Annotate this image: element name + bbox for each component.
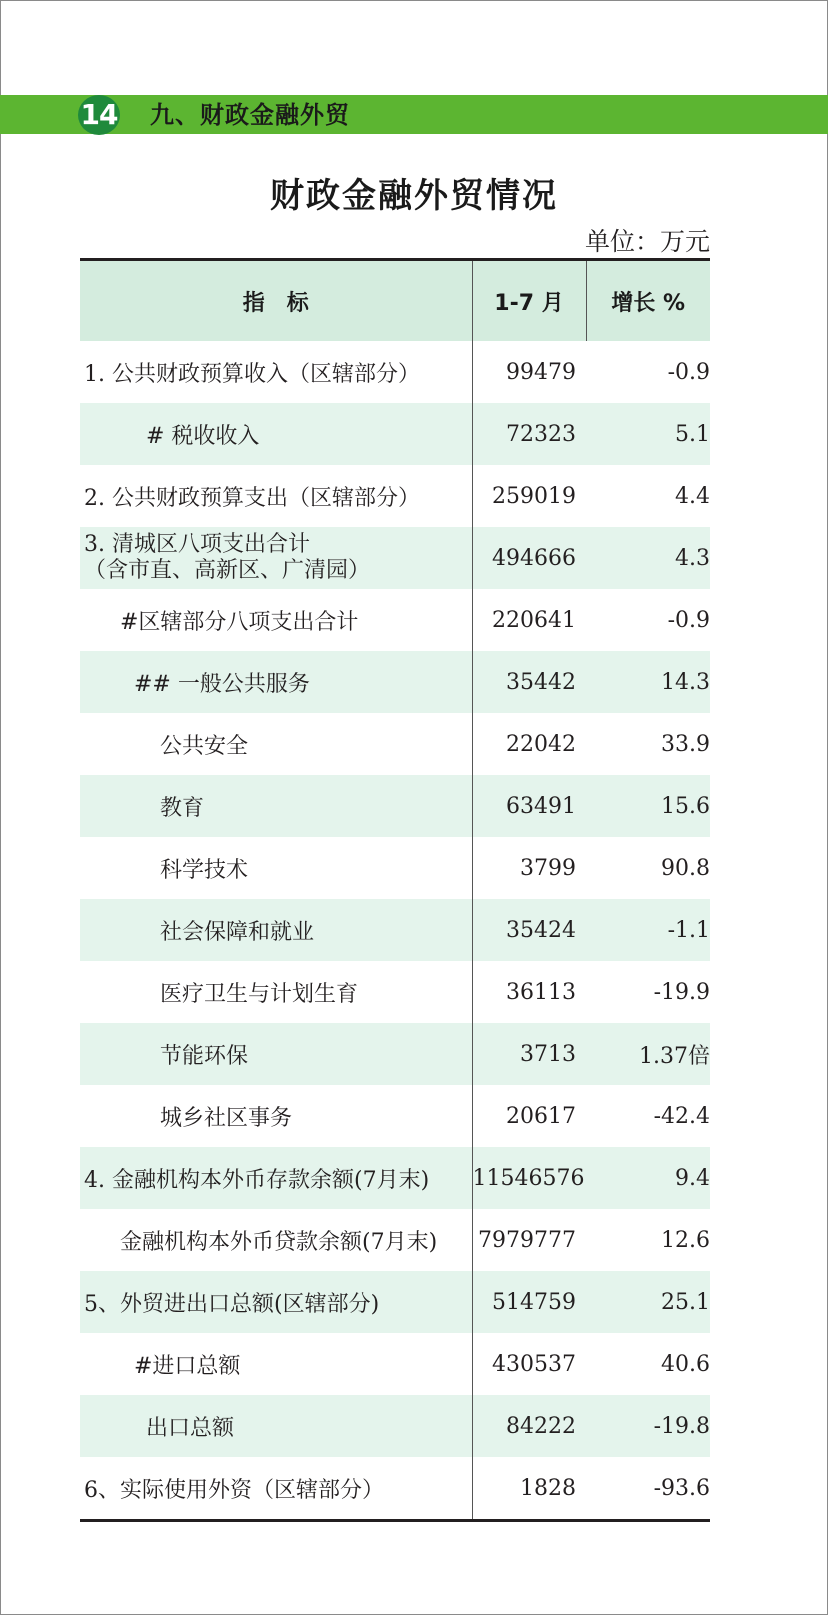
row-growth: 15.6: [586, 775, 710, 837]
row-value: 20617: [506, 1103, 576, 1129]
table-row: [80, 651, 710, 713]
row-growth: -19.8: [586, 1395, 710, 1457]
row-value: 99479: [506, 359, 576, 385]
row-value: 63491: [472, 775, 586, 837]
row-label: 节能环保: [80, 1023, 472, 1085]
row-label: 金融机构本外币贷款余额(7月末): [80, 1209, 472, 1271]
table-row: [80, 1209, 710, 1271]
row-growth: 9.4: [586, 1147, 710, 1209]
row-growth: 4.3: [586, 527, 710, 589]
row-value: 494666: [472, 527, 586, 589]
row-label: 科学技术: [80, 837, 472, 899]
row-growth: 14.3: [586, 651, 710, 713]
row-value: 220641: [492, 607, 576, 633]
row-value: 72323: [472, 403, 586, 465]
page-number-badge: 14: [78, 95, 120, 135]
row-value: 259019: [492, 483, 576, 509]
row-growth: 1.37倍: [586, 1023, 710, 1085]
row-label: 公共安全: [80, 713, 472, 775]
row-growth: 40.6: [661, 1351, 710, 1377]
table-row: [80, 1271, 710, 1333]
table-row: [80, 1085, 710, 1147]
section-bar: [0, 95, 828, 134]
row-label: 教育: [80, 775, 472, 837]
row-growth: -19.9: [653, 979, 710, 1005]
row-value: 84222: [472, 1395, 586, 1457]
row-label: 1. 公共财政预算收入（区辖部分）: [80, 341, 472, 403]
row-label: 2. 公共财政预算支出（区辖部分）: [80, 465, 472, 527]
row-value: 1828: [520, 1475, 576, 1501]
page-title: 财政金融外贸情况: [270, 176, 558, 216]
section-title: 九、财政金融外贸: [150, 101, 350, 129]
row-growth: 4.4: [675, 483, 710, 509]
row-growth: 33.9: [661, 731, 710, 757]
row-growth: -1.1: [586, 899, 710, 961]
table-row: [80, 341, 710, 403]
row-growth: -0.9: [667, 359, 710, 385]
row-label: # 税收收入: [80, 403, 472, 465]
row-value: 3713: [472, 1023, 586, 1085]
row-value: 22042: [506, 731, 576, 757]
table-row: [80, 589, 710, 651]
table-header-row: [80, 260, 710, 342]
table-row: [80, 1333, 710, 1395]
row-growth: 5.1: [586, 403, 710, 465]
row-label: 6、实际使用外资（区辖部分）: [80, 1457, 472, 1521]
header-growth: 增长 %: [586, 260, 710, 342]
row-growth: 25.1: [586, 1271, 710, 1333]
row-label-line1: 3. 清城区八项支出合计: [84, 532, 310, 557]
table-row: [80, 837, 710, 899]
row-value: 11546576: [472, 1147, 586, 1209]
row-growth: 12.6: [661, 1227, 710, 1253]
row-growth: -93.6: [653, 1475, 710, 1501]
table-row: [80, 899, 710, 961]
row-label: [80, 527, 472, 589]
row-growth: -42.4: [653, 1103, 710, 1129]
row-label: #进口总额: [80, 1333, 472, 1395]
table-row: [80, 1023, 710, 1085]
row-label: 5、外贸进出口总额(区辖部分): [80, 1271, 472, 1333]
row-value: 36113: [506, 979, 576, 1005]
unit-label: 单位：万元: [584, 227, 710, 256]
row-value: 514759: [472, 1271, 586, 1333]
table-row: [80, 713, 710, 775]
row-value: 35442: [472, 651, 586, 713]
table-row: [80, 403, 710, 465]
table-row: [80, 961, 710, 1023]
table-row: [80, 775, 710, 837]
row-label: 医疗卫生与计划生育: [80, 961, 472, 1023]
table-row: [80, 465, 710, 527]
row-label: 城乡社区事务: [80, 1085, 472, 1147]
row-growth: -0.9: [667, 607, 710, 633]
table-row: [80, 527, 710, 589]
table-row: [80, 1395, 710, 1457]
row-label: ## 一般公共服务: [80, 651, 472, 713]
row-label: #区辖部分八项支出合计: [80, 589, 472, 651]
row-value: 7979777: [478, 1227, 576, 1253]
row-label: 社会保障和就业: [80, 899, 472, 961]
row-growth: 90.8: [661, 855, 710, 881]
row-value: 430537: [492, 1351, 576, 1377]
row-label: 4. 金融机构本外币存款余额(7月末): [80, 1147, 472, 1209]
header-indicator: 指 标: [80, 260, 472, 342]
row-value: 3799: [520, 855, 576, 881]
row-label: 出口总额: [80, 1395, 472, 1457]
header-period: 1-7 月: [472, 260, 586, 342]
finance-table: [80, 258, 710, 1522]
table-row: [80, 1147, 710, 1209]
row-value: 35424: [472, 899, 586, 961]
table-row: [80, 1457, 710, 1521]
row-label-line2: （含市直、高新区、广清园）: [84, 558, 371, 583]
